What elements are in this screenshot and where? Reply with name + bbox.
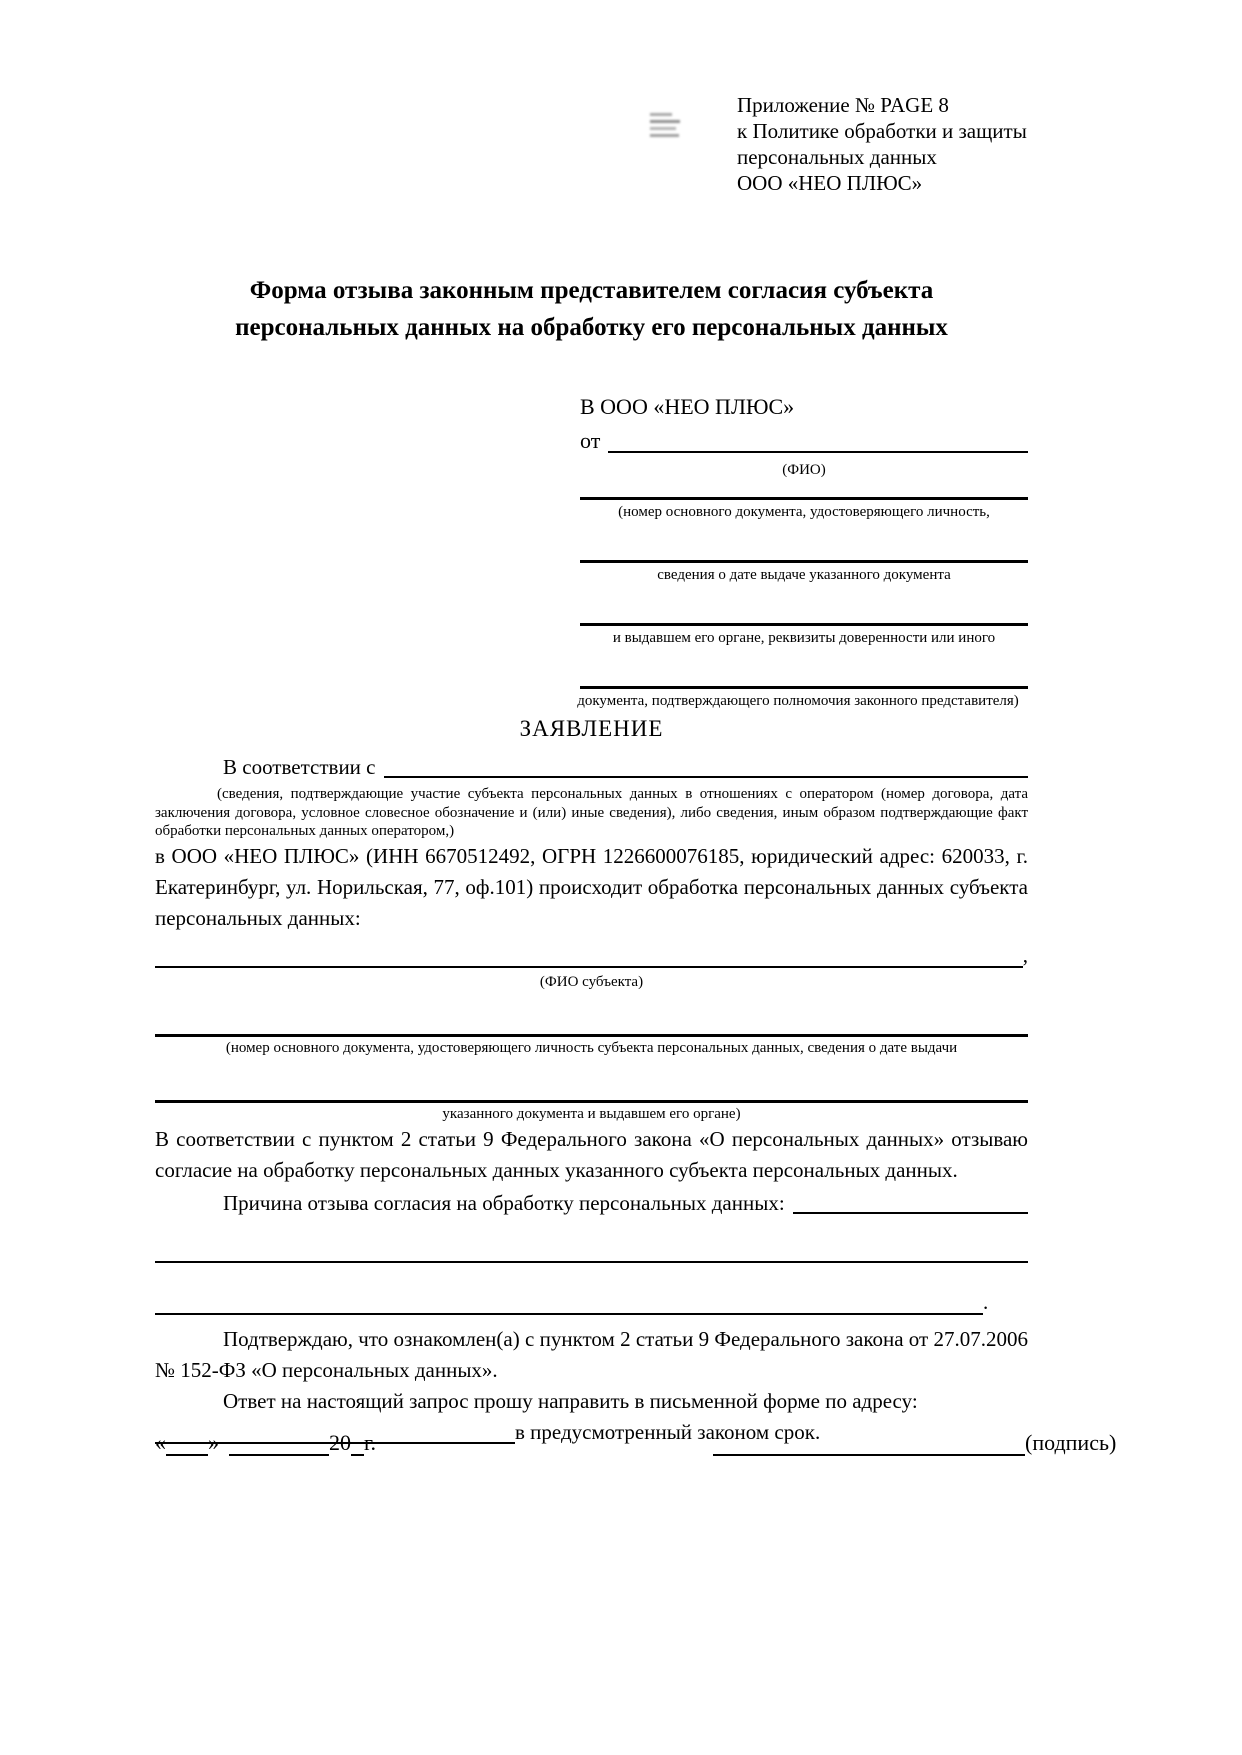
addressee-block xyxy=(577,390,1028,711)
document-number-blank-line xyxy=(580,497,1028,500)
subject-fio-blank-line xyxy=(155,946,1023,968)
date-quote-open: « xyxy=(155,1430,166,1455)
operator-paragraph: в ООО «НЕО ПЛЮС» (ИНН 6670512492, ОГРН 1226600076185, юридический адрес: 620033, г. Екатеринбург, ул. Норильская, 77, оф.101) происходит обработка персональных данных субъекта персональных данных: xyxy=(155,843,1028,930)
reason-row xyxy=(155,1188,1028,1219)
statement-heading: ЗАЯВЛЕНИЕ xyxy=(519,716,664,741)
date-year-suffix: г. xyxy=(364,1430,377,1455)
subject-document-blank-line-2 xyxy=(155,1100,1028,1103)
document-title-line2: персональных данных на обработку его персональных данных xyxy=(235,314,948,341)
reason-prefix: Причина отзыва согласия на обработку персональных данных: xyxy=(223,1190,785,1215)
addressee-to: В ООО «НЕО ПЛЮС» xyxy=(580,394,795,419)
subject-fio-row xyxy=(155,940,1028,971)
reason-extra-blank-line-2 xyxy=(155,1293,983,1315)
signature-caption: (подпись) xyxy=(1025,1430,1117,1455)
header-note-line: Приложение № PAGE 8 xyxy=(737,93,949,117)
document-number-caption: (номер основного документа, удостоверяющего личность, xyxy=(618,504,990,520)
authority-document-blank-line xyxy=(580,686,1028,689)
header-note-line: ООО «НЕО ПЛЮС» xyxy=(737,171,923,195)
subject-fio-suffix: , xyxy=(1022,942,1028,967)
date-quote-close: » xyxy=(208,1430,219,1455)
blurred-stamp-icon xyxy=(650,113,680,137)
issuing-authority-caption: и выдавшем его органе, реквизиты доверенности или иного xyxy=(612,630,996,646)
footer-date xyxy=(155,1426,376,1460)
intro-fine-print: (сведения, подтверждающие участие субъекта персональных данных в отношениях с оператором (номер договора, дата заключения договора, условное словесное обозначение и (или) иные сведения), либо сведения, иным образом подтверждающие факт обработки персональных данных оператором,) xyxy=(155,786,1028,839)
header-note-line: к Политике обработки и защиты xyxy=(737,119,1027,143)
footer-signature xyxy=(713,1426,1116,1460)
intro-prefix: В соответствии с xyxy=(223,755,376,779)
reason-extra-blank-line-1 xyxy=(155,1261,1028,1263)
fio-caption: (ФИО) xyxy=(782,462,826,478)
header-note-line: персональных данных xyxy=(737,145,937,169)
subject-document-caption-2: указанного документа и выдавшем его органе) xyxy=(442,1105,741,1122)
reply-line2-text: в предусмотренный законом срок. xyxy=(515,1419,821,1444)
date-month-blank xyxy=(229,1436,329,1456)
document-title xyxy=(155,272,1028,346)
reason-extra-line-2 xyxy=(155,1287,1028,1318)
confirm-paragraph: Подтверждаю, что ознакомлен(а) с пунктом 2 статьи 9 Федерального закона от 27.07.2006 № 152-ФЗ «О персональных данных». xyxy=(155,1326,1028,1382)
issue-date-caption: сведения о дате выдаче указанного документа xyxy=(657,567,951,583)
intro-row xyxy=(155,752,1028,783)
statement-body xyxy=(155,712,1028,1448)
issue-date-blank-line xyxy=(580,560,1028,563)
date-year-blank xyxy=(351,1436,364,1456)
document-title-line1: Форма отзыва законным представителем согласия субъекта xyxy=(249,277,934,304)
header-note xyxy=(737,92,1027,196)
intro-blank-line xyxy=(384,756,1029,778)
reason-blank-line xyxy=(793,1192,1028,1214)
withdraw-paragraph: В соответствии с пунктом 2 статьи 9 Федерального закона «О персональных данных» отзываю согласие на обработку персональных данных указанного субъекта персональных данных. xyxy=(155,1126,1028,1182)
authority-document-caption: документа, подтверждающего полномочия законного представителя) xyxy=(577,693,1019,709)
signature-blank-line xyxy=(713,1436,1025,1456)
subject-document-caption-1: (номер основного документа, удостоверяющего личность субъекта персональных данных, сведения о дате выдачи xyxy=(225,1039,958,1056)
reason-line-period: . xyxy=(983,1289,989,1314)
subject-fio-caption: (ФИО субъекта) xyxy=(539,973,644,990)
date-year-prefix: 20 xyxy=(329,1430,351,1455)
addressee-from-row xyxy=(580,424,1028,458)
subject-document-blank-line xyxy=(155,1034,1028,1037)
from-label: от xyxy=(580,428,601,453)
date-day-blank xyxy=(166,1436,208,1456)
reply-paragraph-line1: Ответ на настоящий запрос прошу направить в письменной форме по адресу: xyxy=(223,1388,918,1413)
issuing-authority-blank-line xyxy=(580,623,1028,626)
fio-blank-line xyxy=(608,431,1028,453)
